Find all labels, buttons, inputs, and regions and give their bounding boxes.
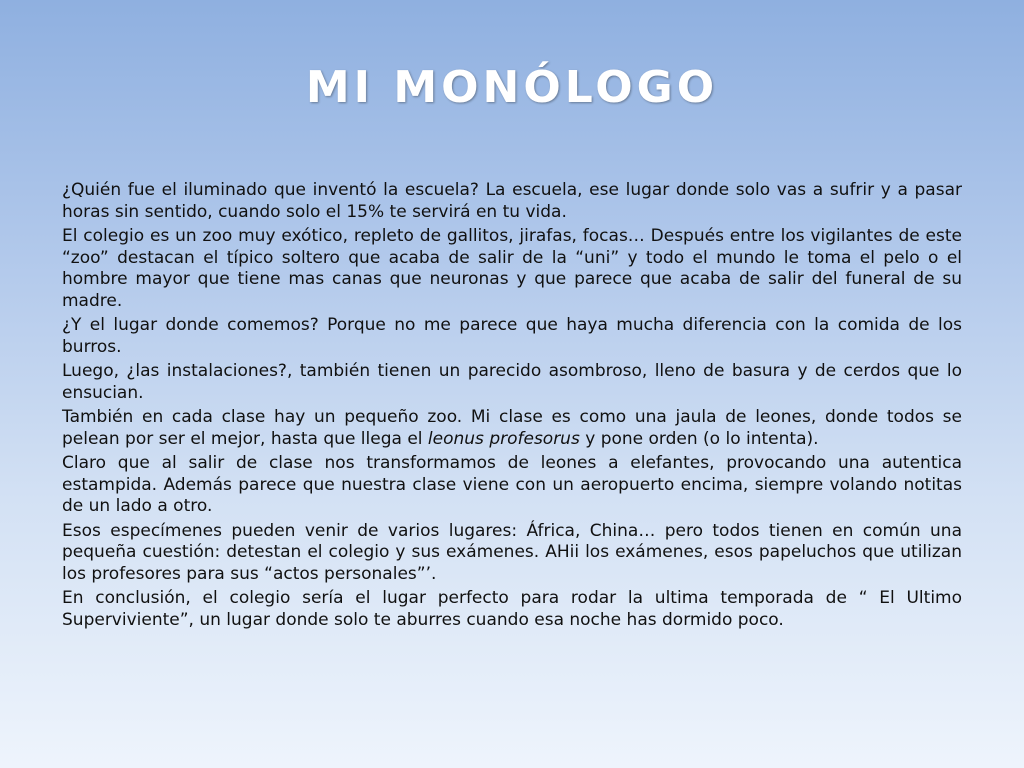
slide-title: MI MONÓLOGO	[305, 62, 719, 113]
paragraph-clase-text-1: También en cada clase hay un pequeño zoo. Mi clase es como una jaula de leones, donde todos se pelean por ser el mejor, hasta que llega el	[62, 407, 962, 449]
paragraph-especimenes: Esos especímenes pueden venir de varios lugares: África, China… pero todos tienen en común una pequeña cuestión: detestan el colegio y sus exámenes. AHii los exámenes, esos papeluchos que utilizan los profesores para sus “actos personales”’.	[62, 520, 962, 584]
paragraph-zoo: El colegio es un zoo muy exótico, repleto de gallitos, jirafas, focas… Después entre los vigilantes de este “zoo” destacan el típico soltero que acaba de salir de la “uni” y todo el mundo le toma el pelo o el hombre mayor que tiene mas canas que neuronas y que parece que acaba de salir del funeral de su madre.	[62, 226, 962, 311]
paragraph-estampida: Claro que al salir de clase nos transformamos de leones a elefantes, provocando una autentica estampida. Además parece que nuestra clase viene con un aeropuerto encima, siempre volando notitas de un lado a otro.	[62, 453, 962, 516]
paragraph-clase	[62, 407, 962, 450]
slide-body	[62, 180, 962, 634]
paragraph-comedor: ¿Y el lugar donde comemos? Porque no me parece que haya mucha diferencia con la comida de los burros.	[62, 315, 962, 357]
paragraph-conclusion: En conclusión, el colegio sería el lugar perfecto para rodar la ultima temporada de “ El Ultimo Superviviente”, un lugar donde solo te aburres cuando esa noche has dormido poco.	[62, 588, 962, 630]
paragraph-clase-text-2: y pone orden (o lo intenta).	[579, 428, 819, 449]
paragraph-instalaciones: Luego, ¿las instalaciones?, también tienen un parecido asombroso, lleno de basura y de cerdos que lo ensucian.	[62, 361, 962, 403]
paragraph-clase-emphasis: leonus profesorus	[427, 428, 580, 449]
paragraph-escuela: ¿Quién fue el iluminado que inventó la escuela? La escuela, ese lugar donde solo vas a sufrir y a pasar horas sin sentido, cuando solo el 15% te servirá en tu vida.	[62, 180, 962, 222]
